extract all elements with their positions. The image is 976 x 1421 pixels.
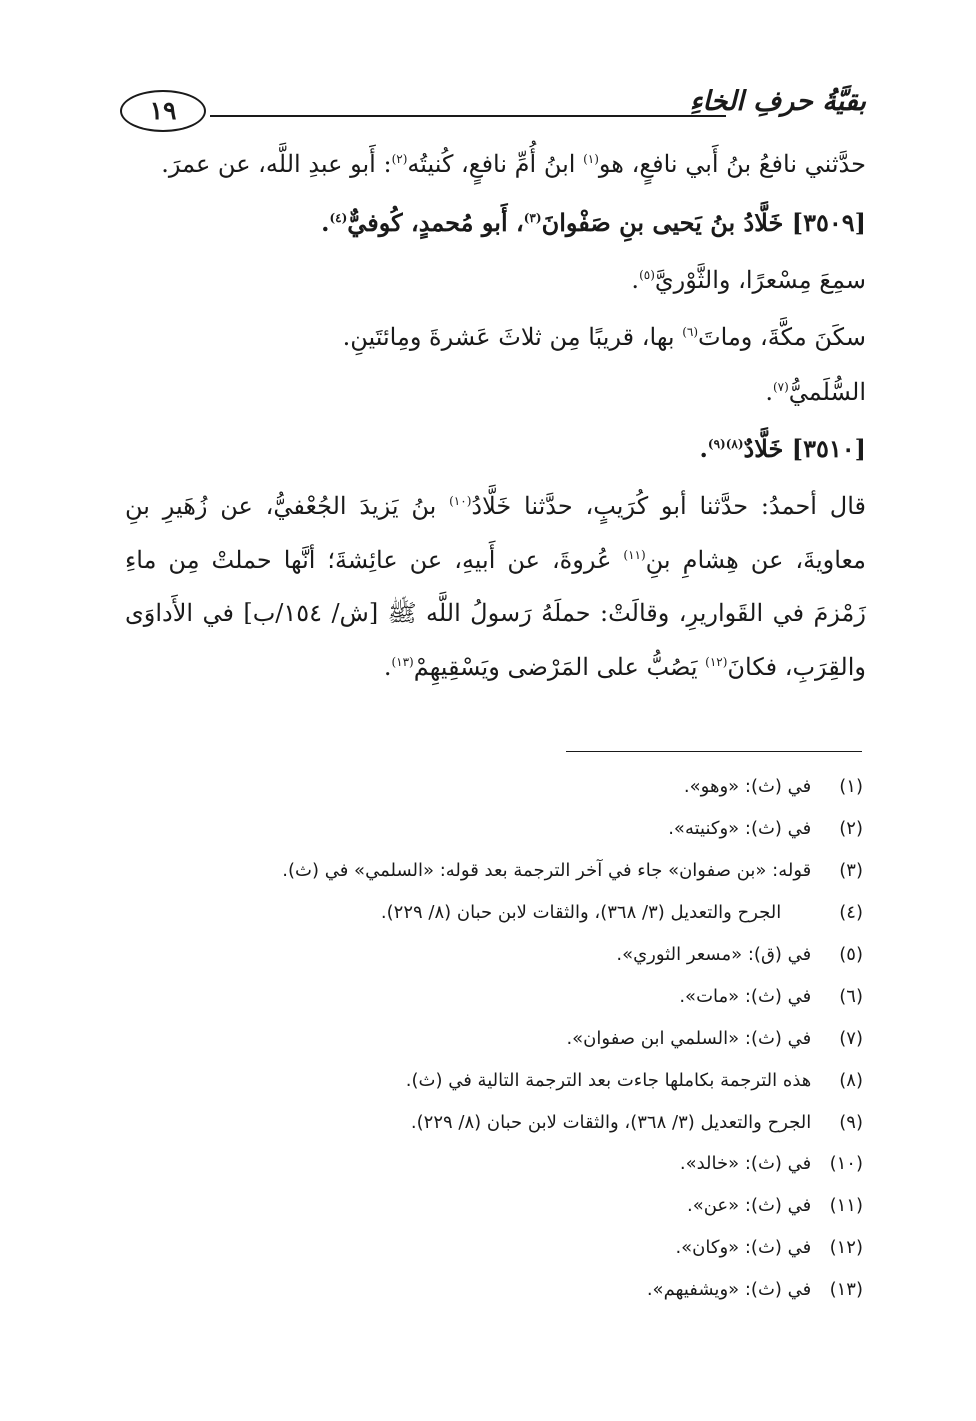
text-line: سمِعَ مِسْعرًا، والثَّوْريَّ$^{(٥)}$.: [631, 266, 866, 294]
header-rule: [210, 115, 726, 117]
footnote-number: (١١): [829, 1195, 863, 1216]
footnote-number: (٥): [839, 944, 863, 965]
text-line: حدَّثني نافعُ بنُ أَبي نافعٍ، هو$^{(١)}$ ابنُ أُمِّ نافعٍ، كُنيتُه$^{(٢)}$: أَبو عبدِ اللَّه، عن عمرَ.: [161, 150, 866, 178]
footnote-text: في (ث): «السلمي ابن صفوان».: [566, 1028, 812, 1049]
footnote-item: [125, 860, 863, 881]
footnote-item: [125, 986, 863, 1007]
footnote-text: في (ث): «خالد».: [679, 1153, 812, 1174]
footnote-number: (٨): [839, 1070, 863, 1091]
footnote-item: [125, 1070, 863, 1091]
footnote-item: [125, 818, 863, 839]
footnote-text: الجرح والتعديل (٣/ ٣٦٨)، والثقات لابن حبان (٨/ ٢٢٩).: [380, 902, 782, 923]
footnote-number: (١٢): [829, 1237, 863, 1258]
entry-heading-3510: [٣٥١٠] خَلَّادٌ$^{(٨)(٩)}$.: [699, 434, 866, 463]
footnote-text: هذه الترجمة بكاملها جاءت بعد الترجمة التالية في (ث).: [405, 1070, 812, 1091]
footnote-ref: (١٢): [705, 654, 728, 669]
footnote-item: [125, 776, 863, 797]
footnote-number: (١): [839, 776, 863, 797]
entry-number: [٣٥١٠]: [791, 434, 866, 463]
footnote-number: (٩): [839, 1112, 863, 1133]
footnote-number: (٣): [839, 860, 863, 881]
running-title: بقيَّةُ حرفِ الخاءِ: [689, 86, 866, 117]
footnote-number: (١٣): [829, 1279, 863, 1300]
footnote-ref: (٧): [772, 380, 789, 394]
footnote-item: [125, 1195, 863, 1216]
footnote-number: (٧): [839, 1028, 863, 1049]
page-header: [118, 82, 866, 138]
footnote-ref: (٥): [639, 268, 655, 282]
footnote-text: في (ث): «عن».: [686, 1195, 812, 1216]
footnote-item: [125, 1237, 863, 1258]
entry-name: خَلَّادُ بنُ يَحيى بنِ صَفْوانَ: [541, 208, 792, 237]
footnote-ref: (٨)(٩): [707, 437, 744, 451]
footnote-item: [125, 1279, 863, 1300]
footnote-ref: (١٣): [391, 654, 414, 669]
hadith-paragraph: قال أحمدُ: حدَّثنا أبو كُرَيبٍ، حدَّثنا خَلَّادُ$^{(١٠)}$ بنُ يَزيدَ الجُعْفيُّ، عن زُهَيرِ بنِ معاويةَ، عن هِشامِ بنِ$^{(١١)}$ عُروةَ، عن أَبيهِ، عن عائِشةَ؛ أنَّها حملتْ مِن ماءِ زَمْزمَ في القَواريرِ، وقالَتْ: حملَهُ رَسولُ اللَّه ﷺ [ش/ ١٥٤/ب] في الأَداوَى والقِرَبِ، فكانَ$^{(١٢)}$ يَصُبُّ على المَرْضى ويَسْقِيهِمْ$^{(١٣)}$.: [125, 492, 866, 681]
footnote-ref: (١): [583, 152, 599, 166]
footnote-item: [125, 902, 863, 923]
text-line: السُّلَميُّ$^{(٧)}$.: [765, 378, 866, 406]
footnote-text: في (ث): «مات».: [679, 986, 812, 1007]
entry-name: خَلَّادٌ: [743, 434, 792, 463]
footnote-separator: [566, 751, 862, 752]
footnote-item: [125, 1153, 863, 1174]
footnote-text: في (ث): «وكان».: [675, 1237, 812, 1258]
footnote-item: [125, 1028, 863, 1049]
footnote-ref: (١١): [623, 547, 646, 562]
footnote-ref: (٤): [329, 211, 348, 225]
footnote-item: [125, 944, 863, 965]
footnote-text: في (ث): «ويشفيهم».: [646, 1279, 812, 1300]
footnote-number: (٤): [839, 902, 863, 923]
footnote-text: في (ث): «وكنيته».: [668, 818, 812, 839]
footnote-ref: (٣): [523, 211, 542, 225]
footnote-ref: (٦): [682, 325, 699, 339]
footnote-text: قوله: «بن صفوان» جاء في آخر الترجمة بعد قوله: «السلمي» في (ث).: [282, 860, 812, 881]
footnote-text: الجرح والتعديل (٣/ ٣٦٨)، والثقات لابن حبان (٨/ ٢٢٩).: [410, 1112, 812, 1133]
entry-heading-3509: [٣٥٠٩] خَلَّادُ بنُ يَحيى بنِ صَفْوانَ$^{(٣)}$، أَبو مُحمدٍ، كُوفيٌّ$^{(٤)}$.: [321, 208, 866, 237]
footnote-text: في (ق): «مسعر الثوري».: [616, 944, 812, 965]
entry-number: [٣٥٠٩]: [791, 208, 866, 237]
footnote-number: (٦): [839, 986, 863, 1007]
page-number: ١٩: [120, 90, 206, 132]
footnote-item: [125, 1112, 863, 1133]
footnote-number: (٢): [839, 818, 863, 839]
footnote-number: (١٠): [829, 1153, 863, 1174]
footnote-ref: (٢): [391, 152, 408, 166]
footnote-text: في (ث): «وهو».: [683, 776, 812, 797]
footnote-ref: (١٠): [449, 494, 472, 508]
text-line: سكَنَ مكَّةَ، وماتَ$^{(٦)}$ بها، قريبًا مِن ثلاثَ عَشرةَ ومِائتَينِ.: [342, 323, 866, 351]
